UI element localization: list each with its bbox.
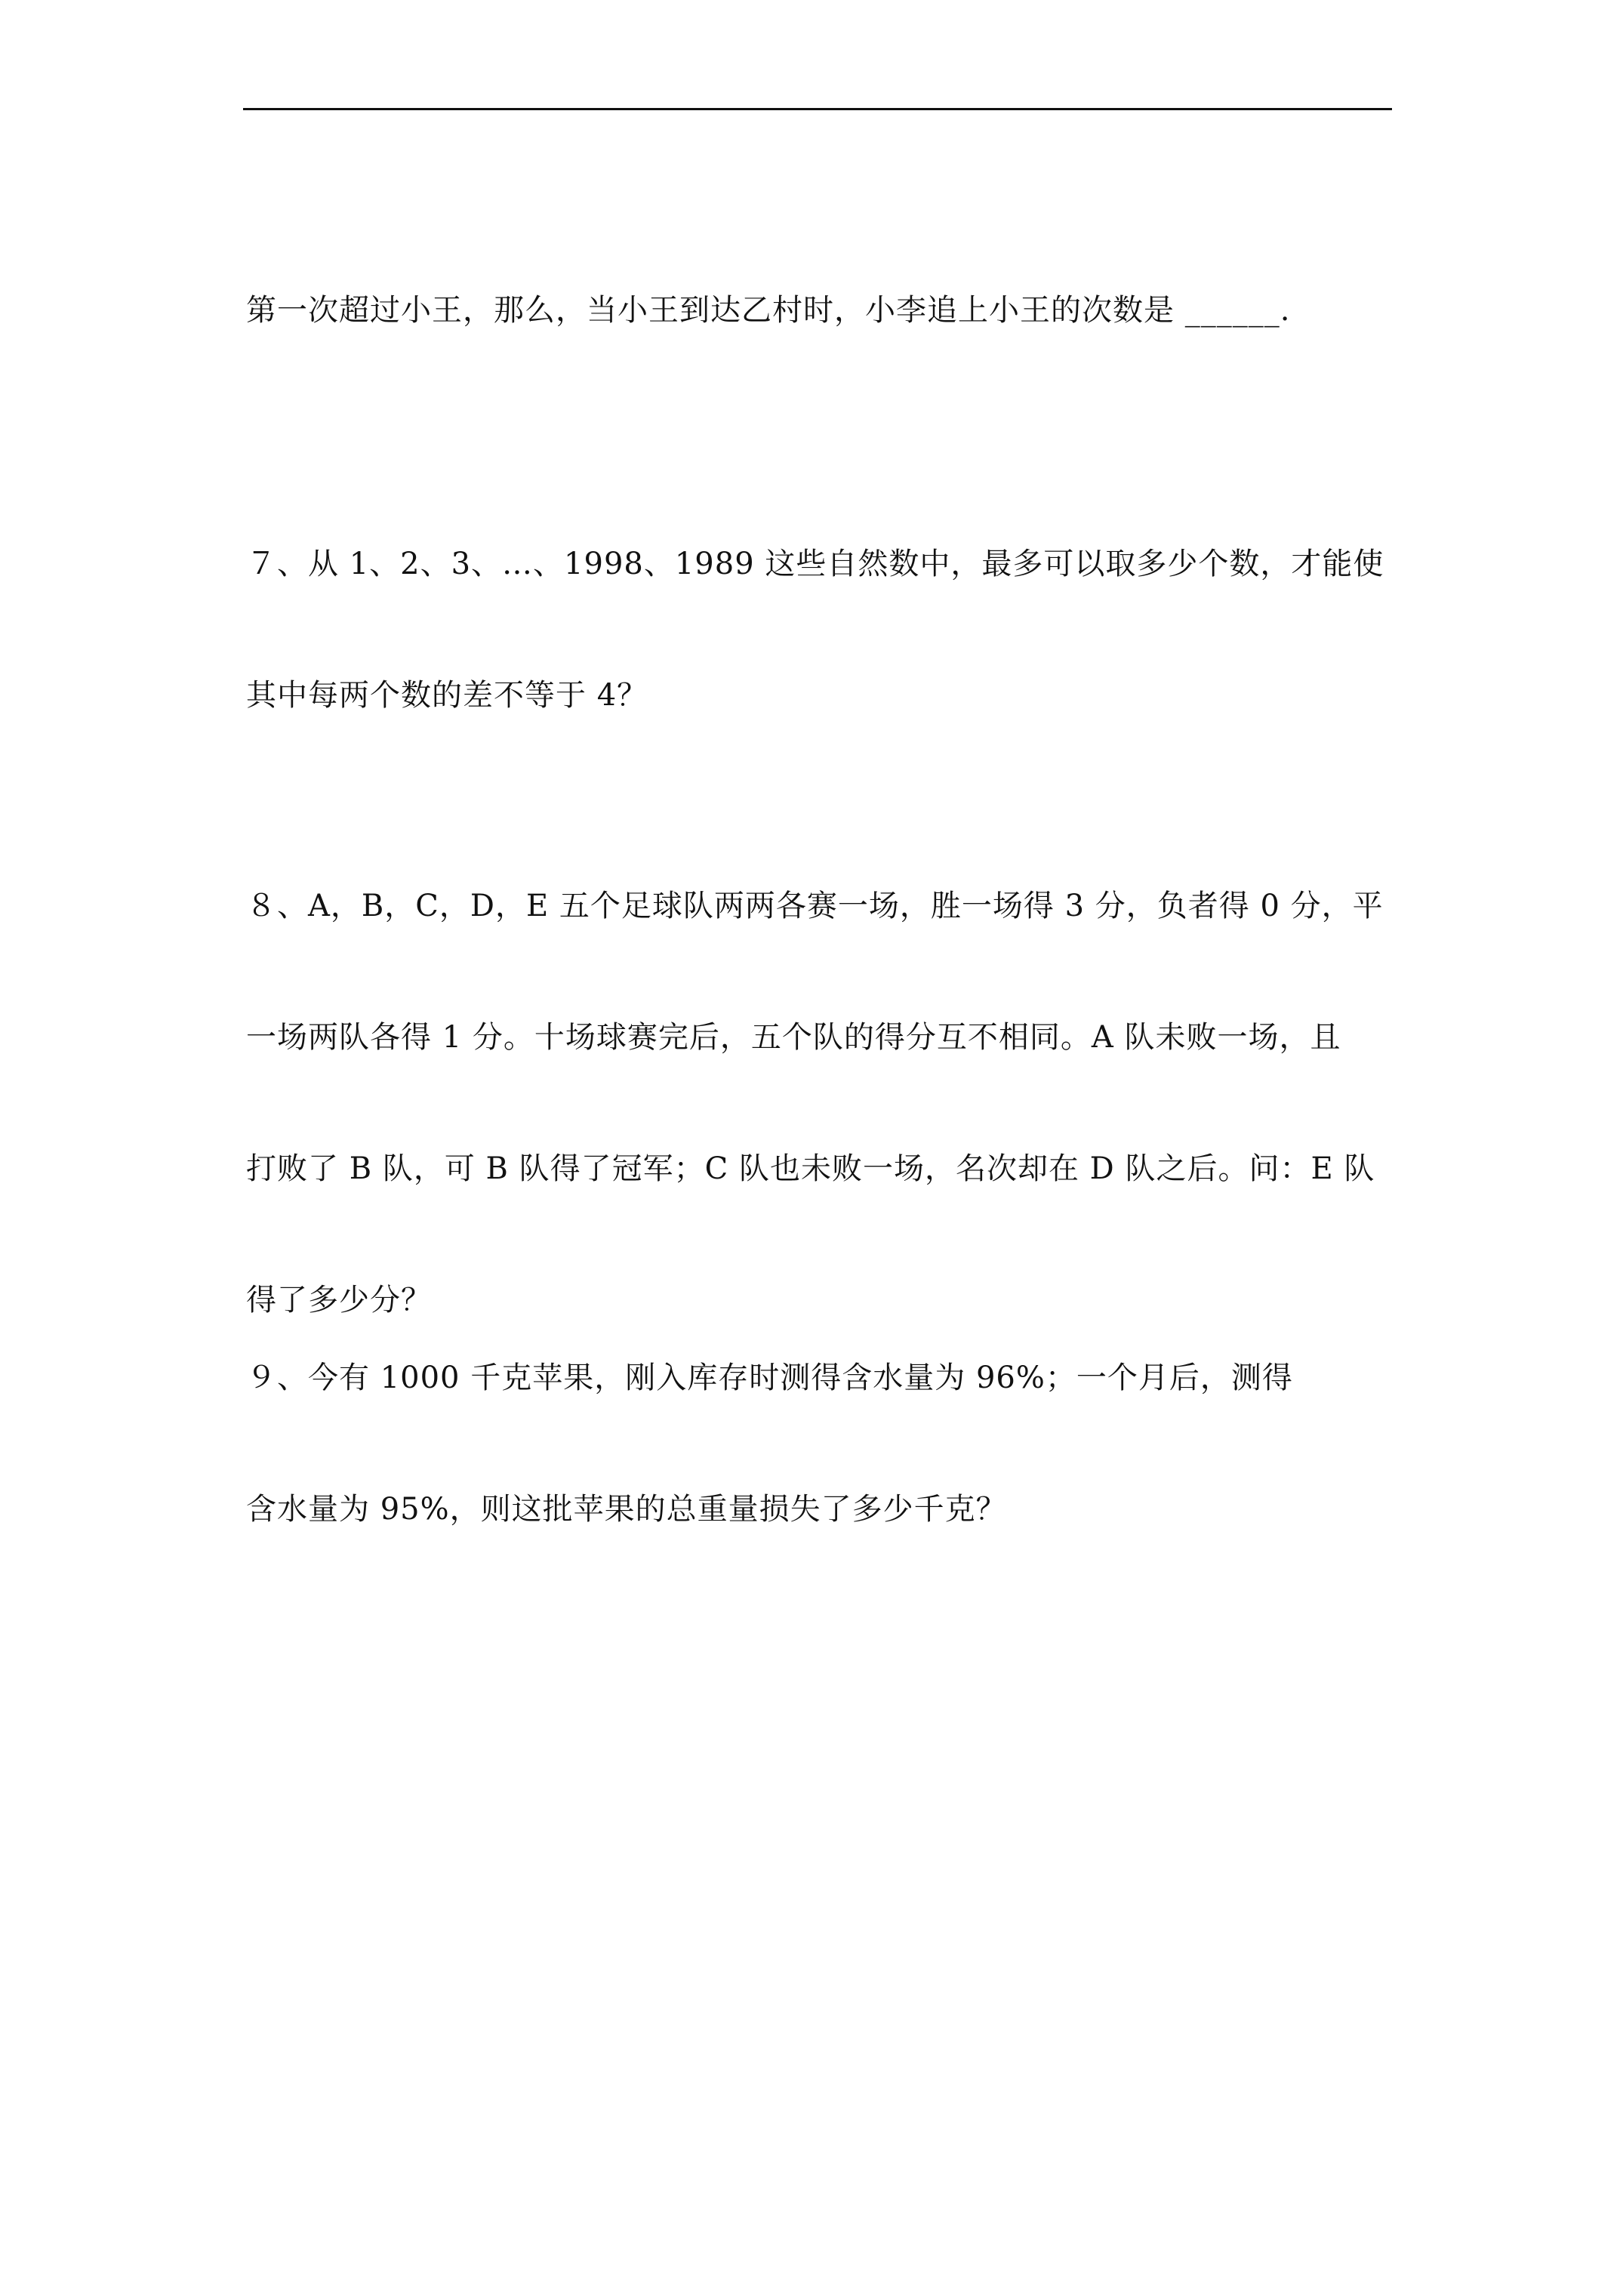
problem-9 xyxy=(246,1268,1394,1575)
problem-6-continuation xyxy=(246,201,1394,376)
text-line: ９、今有 1000 千克苹果，刚入库存时测得含水量为 96%；一个月后，测得 xyxy=(246,1361,1293,1395)
text-line: 其中每两个数的差不等于 4？ xyxy=(246,678,648,713)
text-line: 第一次超过小王，那么，当小王到达乙村时，小李追上小王的次数是 ______. xyxy=(246,293,1291,328)
text-line: 含水量为 95%，则这批苹果的总重量损失了多少千克？ xyxy=(246,1492,1007,1527)
text-line: 一场两队各得 1 分。十场球赛完后，五个队的得分互不相同。A 队未败一场，且 xyxy=(246,1020,1341,1055)
text-line: 得了多少分？ xyxy=(246,1283,432,1318)
text-line: ８、A，B，C，D，E 五个足球队两两各赛一场，胜一场得 3 分，负者得 0 分，平 xyxy=(246,889,1384,923)
header-rule xyxy=(243,108,1392,110)
problem-7 xyxy=(246,455,1394,761)
text-line: 打败了 B 队，可 B 队得了冠军；C 队也未败一场，名次却在 D 队之后。问：E 队 xyxy=(246,1151,1375,1186)
text-line: ７、从 1、2、3、…、1998、1989 这些自然数中，最多可以取多少个数，才能使 xyxy=(246,547,1384,581)
